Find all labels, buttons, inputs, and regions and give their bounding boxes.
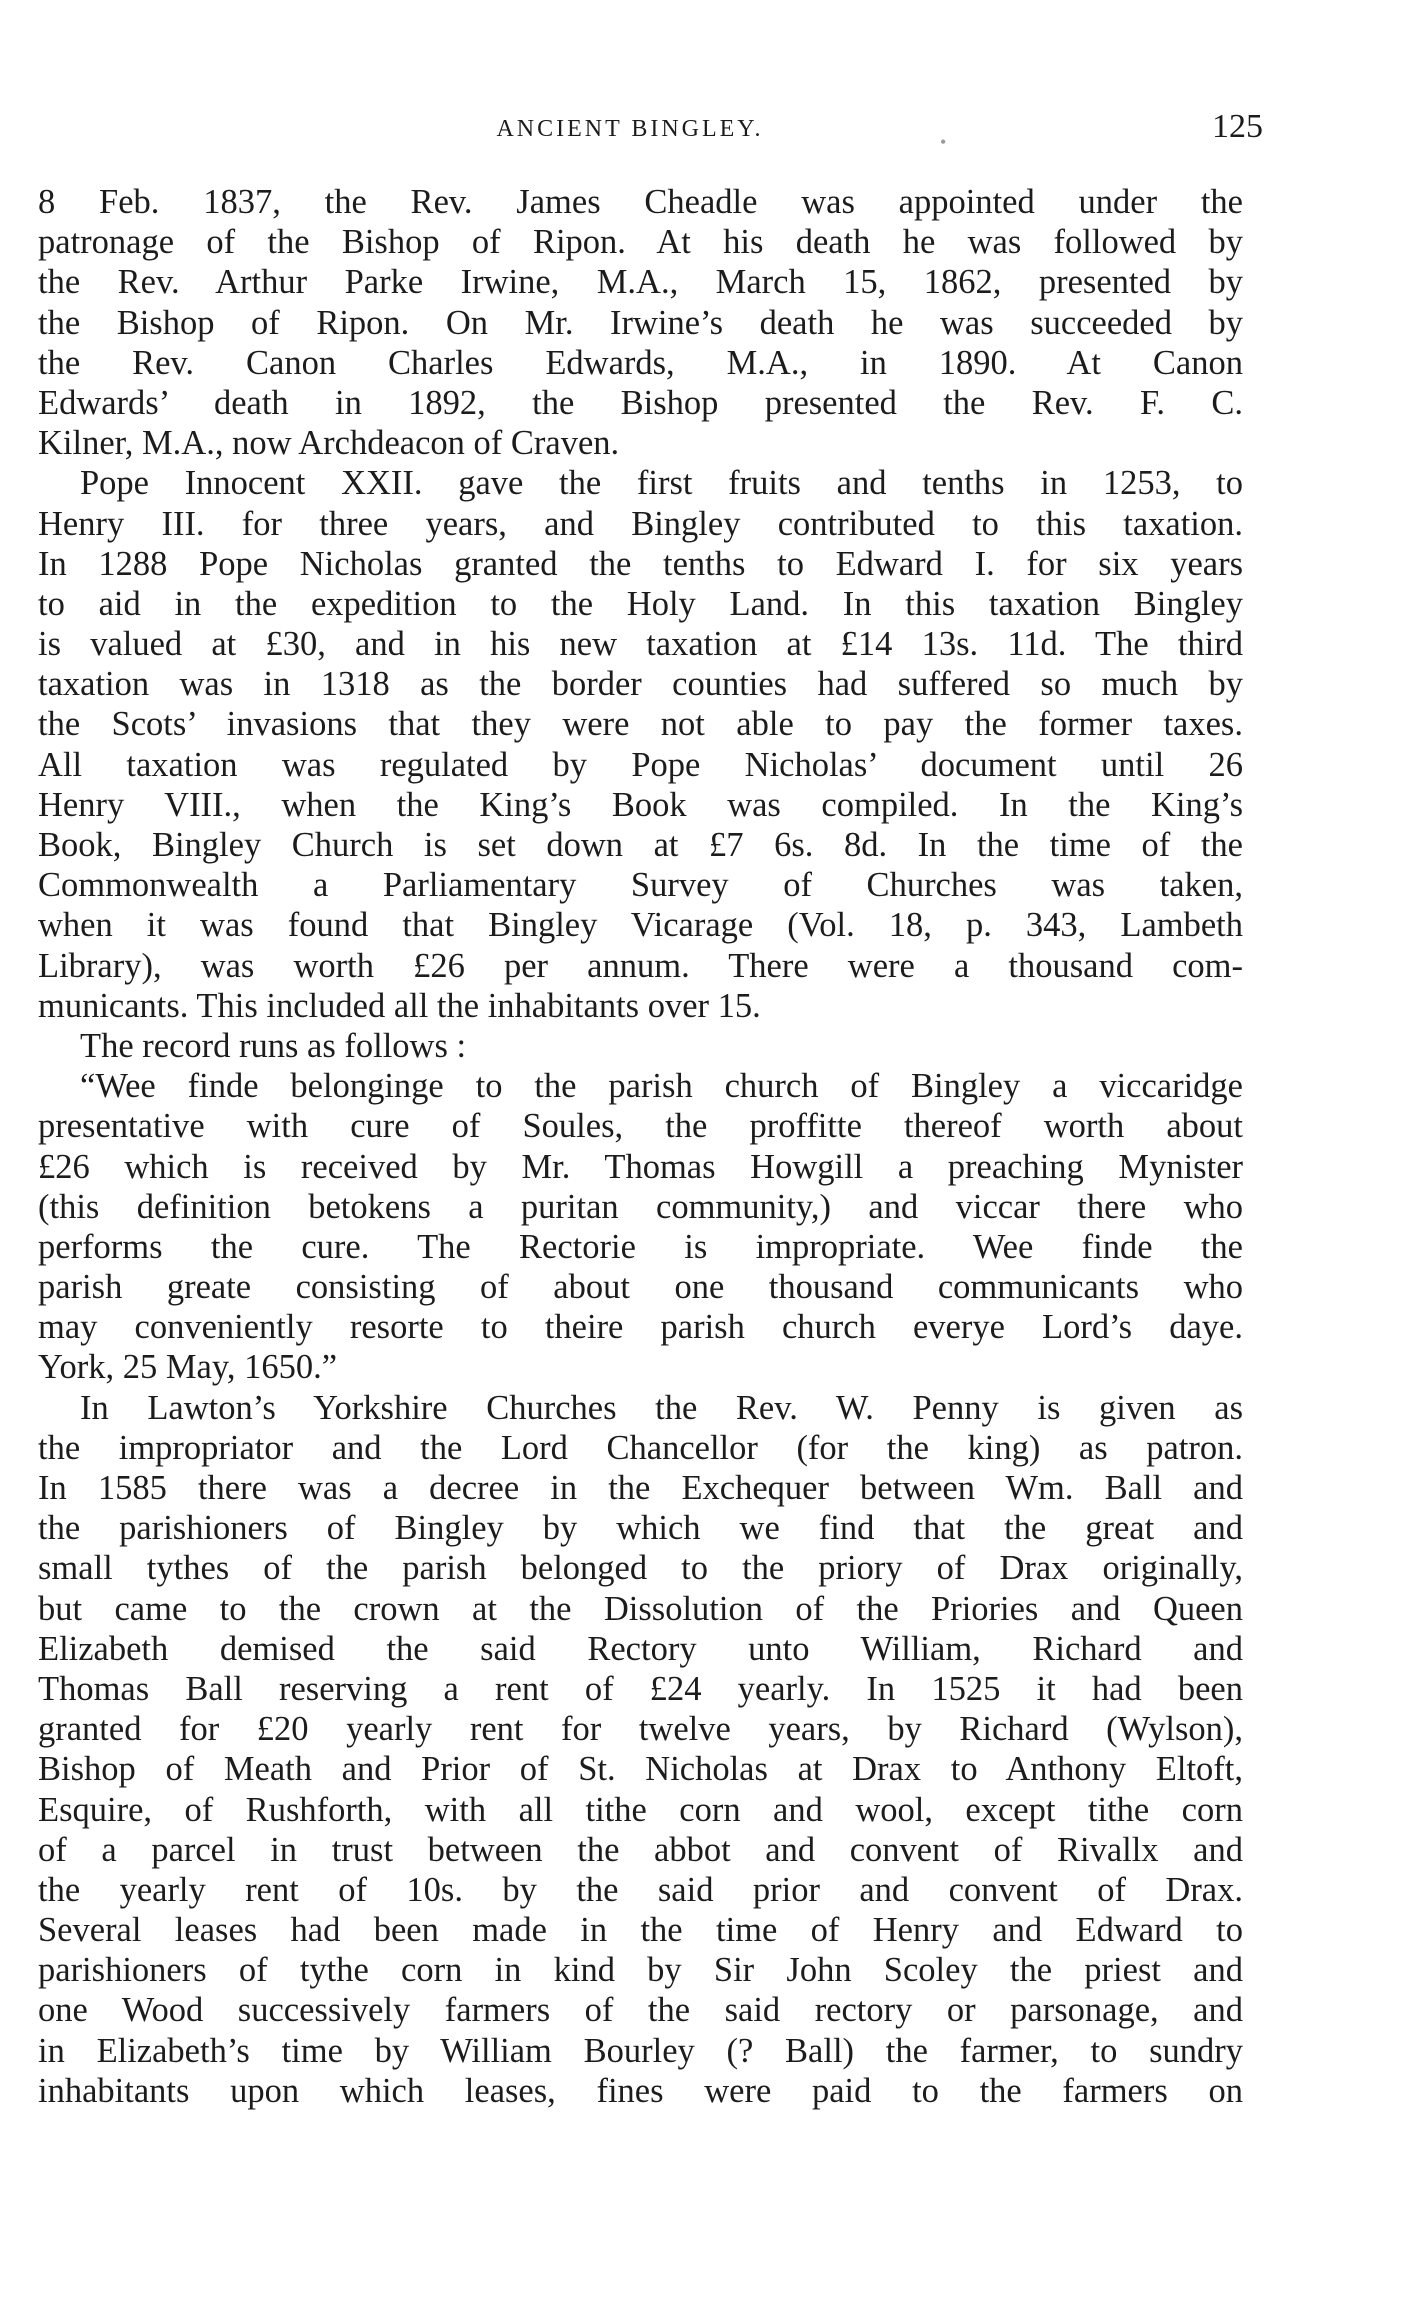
text-line: 8 Feb. 1837, the Rev. James Cheadle was appointed under the bbox=[38, 183, 1243, 221]
text-line: Thomas Ball reserving a rent of £24 yearly. In 1525 it had been bbox=[38, 1669, 1243, 1708]
text-line: to aid in the expedition to the Holy Land. In this taxation Bingley bbox=[38, 584, 1243, 623]
text-line: Henry III. for three years, and Bingley contributed to this taxation. bbox=[38, 504, 1243, 543]
text-line: of a parcel in trust between the abbot and convent of Rivallx and bbox=[38, 1830, 1243, 1869]
text-line: Esquire, of Rushforth, with all tithe corn and wool, except tithe corn bbox=[38, 1790, 1243, 1829]
text-line: parish greate consisting of about one thousand communicants who bbox=[38, 1268, 1243, 1307]
text-line: the impropriator and the Lord Chancellor (for the king) as patron. bbox=[38, 1428, 1243, 1467]
text-line: granted for £20 yearly rent for twelve years, by Richard (Wylson), bbox=[38, 1710, 1243, 1749]
text-line: Pope Innocent XXII. gave the first fruits and tenths in 1253, to bbox=[80, 464, 1243, 503]
text-line: is valued at £30, and in his new taxation at £14 13s. 11d. The third bbox=[38, 625, 1243, 664]
text-line: small tythes of the parish belonged to the priory of Drax originally, bbox=[38, 1549, 1243, 1588]
print-speck: • bbox=[940, 132, 947, 152]
text-line: the Bishop of Ripon. On Mr. Irwine’s death he was succeeded by bbox=[38, 303, 1243, 342]
text-line: the Scots’ invasions that they were not able to pay the former taxes. bbox=[38, 705, 1243, 744]
text-line: may conveniently resorte to theire parish church everye Lord’s daye. bbox=[38, 1308, 1243, 1347]
text-line: In 1585 there was a decree in the Exchequer between Wm. Ball and bbox=[38, 1469, 1243, 1507]
text-line: Library), was worth £26 per annum. There were a thousand com- bbox=[38, 946, 1243, 985]
text-line: Commonwealth a Parliamentary Survey of Churches was taken, bbox=[38, 866, 1243, 905]
text-line: Elizabeth demised the said Rectory unto William, Richard and bbox=[38, 1629, 1243, 1668]
text-line: All taxation was regulated by Pope Nicholas’ document until 26 bbox=[38, 745, 1243, 784]
text-line: the parishioners of Bingley by which we find that the great and bbox=[38, 1509, 1243, 1548]
running-title: ANCIENT BINGLEY. bbox=[496, 116, 764, 142]
running-head bbox=[40, 108, 1263, 148]
text-line: In Lawton’s Yorkshire Churches the Rev. W. Penny is given as bbox=[80, 1388, 1243, 1427]
text-line: taxation was in 1318 as the border counties had suffered so much by bbox=[38, 665, 1243, 704]
text-line: performs the cure. The Rectorie is impropriate. Wee finde the bbox=[38, 1227, 1243, 1266]
text-line: In 1288 Pope Nicholas granted the tenths to Edward I. for six years bbox=[38, 544, 1243, 583]
text-line: patronage of the Bishop of Ripon. At his death he was followed by bbox=[38, 223, 1243, 262]
body-text bbox=[38, 182, 1243, 2111]
text-line: Henry VIII., when the King’s Book was compiled. In the King’s bbox=[38, 785, 1243, 824]
text-line: the Rev. Canon Charles Edwards, M.A., in 1890. At Canon bbox=[38, 343, 1243, 382]
text-line: municants. This included all the inhabitants over 15. bbox=[38, 986, 761, 1025]
text-line: presentative with cure of Soules, the proffitte thereof worth about bbox=[38, 1107, 1243, 1146]
text-line: Kilner, M.A., now Archdeacon of Craven. bbox=[38, 424, 620, 463]
text-line: Edwards’ death in 1892, the Bishop presented the Rev. F. C. bbox=[38, 383, 1243, 422]
text-line: £26 which is received by Mr. Thomas Howgill a preaching Mynister bbox=[38, 1147, 1243, 1186]
text-line: when it was found that Bingley Vicarage (Vol. 18, p. 343, Lambeth bbox=[38, 906, 1243, 945]
text-line: The record runs as follows : bbox=[80, 1026, 467, 1065]
text-line: inhabitants upon which leases, fines were paid to the farmers on bbox=[38, 2071, 1243, 2110]
text-line: the Rev. Arthur Parke Irwine, M.A., March 15, 1862, presented by bbox=[38, 263, 1243, 302]
text-line: but came to the crown at the Dissolution of the Priories and Queen bbox=[38, 1589, 1243, 1628]
text-line: Several leases had been made in the time of Henry and Edward to bbox=[38, 1911, 1243, 1950]
text-line: in Elizabeth’s time by William Bourley (? Ball) the farmer, to sundry bbox=[38, 2031, 1243, 2070]
text-line: parishioners of tythe corn in kind by Sir John Scoley the priest and bbox=[38, 1951, 1243, 1990]
text-line: (this definition betokens a puritan community,) and viccar there who bbox=[38, 1187, 1243, 1226]
text-line: York, 25 May, 1650.” bbox=[38, 1348, 338, 1387]
text-line: Book, Bingley Church is set down at £7 6s. 8d. In the time of the bbox=[38, 826, 1243, 864]
text-line: Bishop of Meath and Prior of St. Nicholas at Drax to Anthony Eltoft, bbox=[38, 1750, 1243, 1789]
text-line: one Wood successively farmers of the said rectory or parsonage, and bbox=[38, 1991, 1243, 2030]
text-line: the yearly rent of 10s. by the said prior and convent of Drax. bbox=[38, 1870, 1243, 1909]
text-line: “Wee finde belonginge to the parish church of Bingley a viccaridge bbox=[80, 1067, 1243, 1106]
page-number: 125 bbox=[1212, 108, 1263, 145]
